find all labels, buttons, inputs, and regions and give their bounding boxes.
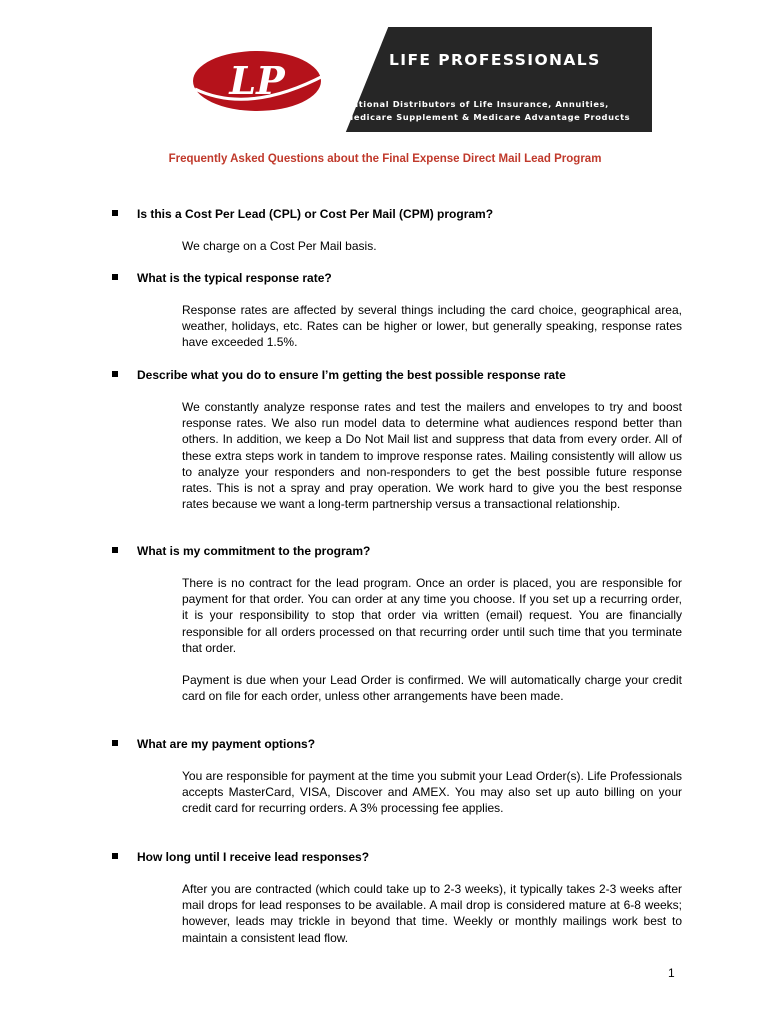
bullet-icon <box>112 274 118 280</box>
faq-question: What are my payment options? <box>137 737 316 751</box>
bullet-icon <box>112 210 118 216</box>
logo-text: LP <box>229 58 285 103</box>
bullet-icon <box>112 740 118 746</box>
brand-tagline <box>345 98 630 124</box>
document-title: Frequently Asked Questions about the Final Expense Direct Mail Lead Program <box>168 153 602 165</box>
faq-question: Is this a Cost Per Lead (CPL) or Cost Per Mail (CPM) program? <box>137 207 494 221</box>
faq-answer: There is no contract for the lead program. Once an order is placed, you are responsible for payment for that order. You can order at any time you choose. If you set up a recurring order, it is your responsibility to stop that order via written (email) request. You are financially responsible for all orders processed on that recurring order until such time that you terminate that order. <box>182 576 682 655</box>
tagline-line-2: Medicare Supplement & Medicare Advantage Products <box>345 112 631 122</box>
page-number: 1 <box>668 966 675 980</box>
faq-answer: After you are contracted (which could take up to 2-3 weeks), it typically takes 2-3 weeks after mail drops for lead responses to be available. A mail drop is considered mature at 6-8 weeks; however, leads may trickle in beyond that time. Weekly or monthly mailings work best to maintain a consistent lead flow. <box>182 882 682 945</box>
lp-logo <box>189 45 329 117</box>
faq-answer: Response rates are affected by several things including the card choice, geographical area, weather, holidays, etc. Rates can be higher or lower, but generally speaking, response rates have exceeded 1.5%. <box>182 303 682 350</box>
faq-answer: We charge on a Cost Per Mail basis. <box>182 239 377 253</box>
faq-question: What is the typical response rate? <box>137 271 332 285</box>
header-banner <box>181 27 652 132</box>
tagline-line-1: National Distributors of Life Insurance, Annuities, <box>345 99 609 109</box>
faq-answer: We constantly analyze response rates and test the mailers and envelopes to try and boost response rates. We also run model data to determine what audiences respond better than others. In addition, we keep a Do Not Mail list and suppress that data from every order. All of these extra steps work in tandem to improve response rates. Mailing consistently will allow us to analyze your responders and non-responders to get the best possible future response rates. This is not a spray and pray operation. We work hard to give you the best response rates because we want a long-term partnership versus a transactional relationship. <box>182 400 682 512</box>
brand-title: LIFE PROFESSIONALS <box>389 51 601 69</box>
faq-answer: You are responsible for payment at the time you submit your Lead Order(s). Life Professionals accepts MasterCard, VISA, Discover and AMEX. You may also set up auto billing on your credit card for recurring orders. A 3% processing fee applies. <box>182 769 682 816</box>
bullet-icon <box>112 371 118 377</box>
faq-question: What is my commitment to the program? <box>137 544 371 558</box>
faq-answer: Payment is due when your Lead Order is confirmed. We will automatically charge your credit card on file for each order, unless other arrangements have been made. <box>182 673 682 704</box>
faq-question: Describe what you do to ensure I’m getting the best possible response rate <box>137 368 566 382</box>
bullet-icon <box>112 547 118 553</box>
bullet-icon <box>112 853 118 859</box>
faq-question: How long until I receive lead responses? <box>137 850 370 864</box>
